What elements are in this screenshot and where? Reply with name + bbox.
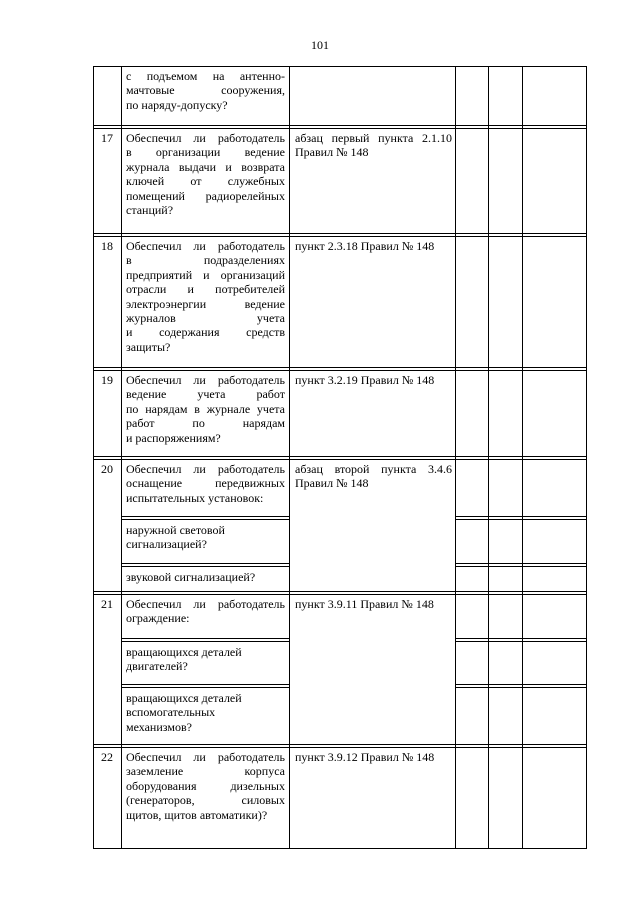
row-rule [93,456,587,457]
row-rule [93,594,587,595]
reference-text [295,750,452,764]
reference-text [295,373,452,387]
subrow-rule [455,519,587,520]
question-text-line: электроэнергии ведение [126,296,285,311]
reference-text [295,597,452,611]
question-text-line: станций? [126,203,174,218]
row-rule [93,236,587,237]
question-text [126,131,285,217]
question-text-line: Обеспечил ли работодатель [126,597,285,611]
subrow-rule [455,563,587,564]
reference-text-line: пункт 3.2.19 Правил № 148 [295,373,435,387]
row-number: 21 [101,597,113,611]
subquestion-text [126,691,285,734]
row-number: 22 [101,750,113,764]
column-rule [586,66,587,849]
subquestion-text-line: механизмов? [126,719,192,734]
question-text-line: Обеспечил ли работодатель [126,239,285,253]
question-text [126,462,285,505]
row-rule [93,128,587,129]
question-text [126,373,285,445]
question-text-line: с подъемом на антенно- [126,69,285,83]
question-text-line: (генераторов, силовых [126,793,285,808]
subrow-rule [121,519,290,520]
row-rule [93,367,587,368]
subrow-rule [455,687,587,688]
subrow-rule [121,687,290,688]
question-text-line: ведение учета работ [126,387,285,402]
subquestion-text [126,570,285,584]
subrow-rule [121,638,290,639]
question-text-line: отрасли и потребителей [126,282,285,297]
row-rule [93,591,587,592]
subrow-rule [121,516,290,517]
subrow-rule [455,566,587,567]
question-text-line: и содержания средств [126,325,285,340]
question-text-line: заземление корпуса [126,764,285,779]
subrow-rule [455,684,587,685]
column-rule [522,66,523,849]
column-rule [289,66,290,849]
question-text-line: работ по нарядам [126,416,285,431]
question-text-line: мачтовые сооружения, [126,83,285,98]
subquestion-text-line: наружной световой [126,523,225,537]
reference-text [295,239,452,253]
subquestion-text-line: двигателей? [126,659,188,674]
question-text-line: журналов учета [126,311,285,326]
question-text-line: оборудования дизельных [126,778,285,793]
row-rule [93,747,587,748]
row-number: 20 [101,462,113,476]
subquestion-text [126,523,285,552]
subrow-rule [121,641,290,642]
subquestion-text [126,645,285,674]
reference-text-line: пункт 3.9.11 Правил № 148 [295,597,434,611]
row-rule [93,848,587,849]
question-text [126,69,285,112]
subquestion-text-line: вращающихся деталей [126,691,242,705]
row-rule [93,370,587,371]
row-rule [93,744,587,745]
reference-text-line: Правил № 148 [295,476,369,491]
subrow-rule [121,684,290,685]
subquestion-text-line: сигнализацией? [126,537,207,552]
question-text-line: испытательных установок: [126,490,264,505]
reference-text [295,462,452,491]
column-rule [93,66,94,849]
question-text-line: по нарядам в журнале учета [126,401,285,416]
question-text-line: защиты? [126,339,171,354]
question-text-line: Обеспечил ли работодатель [126,373,285,387]
question-text [126,750,285,822]
column-rule [488,66,489,849]
reference-text-line: Правил № 148 [295,145,369,160]
row-rule [93,125,587,126]
column-rule [121,66,122,849]
row-rule [93,66,587,67]
subquestion-text-line: вращающихся деталей [126,645,242,659]
subquestion-text-line: вспомогательных [126,705,216,720]
reference-text-line: абзац первый пункта 2.1.10 [295,131,452,145]
subrow-rule [121,563,290,564]
reference-text-line: пункт 3.9.12 Правил № 148 [295,750,435,764]
question-text-line: и распоряжениям? [126,430,221,445]
question-text-line: журнала выдачи и возврата [126,159,285,174]
subrow-rule [455,638,587,639]
question-text-line: оснащение передвижных [126,476,285,491]
row-rule [93,233,587,234]
subquestion-text-line: звуковой сигнализацией? [126,570,256,584]
subrow-rule [455,516,587,517]
row-number: 17 [101,131,113,145]
reference-text-line: абзац второй пункта 3.4.6 [295,462,452,476]
row-rule [93,459,587,460]
question-text-line: Обеспечил ли работодатель [126,462,285,476]
question-text-line: в организации ведение [126,145,285,160]
question-text [126,597,285,626]
question-text-line: Обеспечил ли работодатель [126,750,285,764]
question-text-line: ограждение: [126,611,190,626]
question-text [126,239,285,354]
page-number: 101 [311,38,329,52]
row-number: 19 [101,373,113,387]
question-text-line: помещений радиорелейных [126,188,285,203]
column-rule [455,66,456,849]
question-text-line: щитов, щитов автоматики)? [126,807,268,822]
row-number: 18 [101,239,113,253]
subrow-rule [121,566,290,567]
question-text-line: Обеспечил ли работодатель [126,131,285,145]
question-text-line: в подразделениях [126,253,285,268]
reference-text-line: пункт 2.3.18 Правил № 148 [295,239,435,253]
reference-text [295,131,452,160]
subrow-rule [455,641,587,642]
question-text-line: предприятий и организаций [126,267,285,282]
question-text-line: ключей от служебных [126,174,285,189]
question-text-line: по наряду-допуску? [126,97,228,112]
